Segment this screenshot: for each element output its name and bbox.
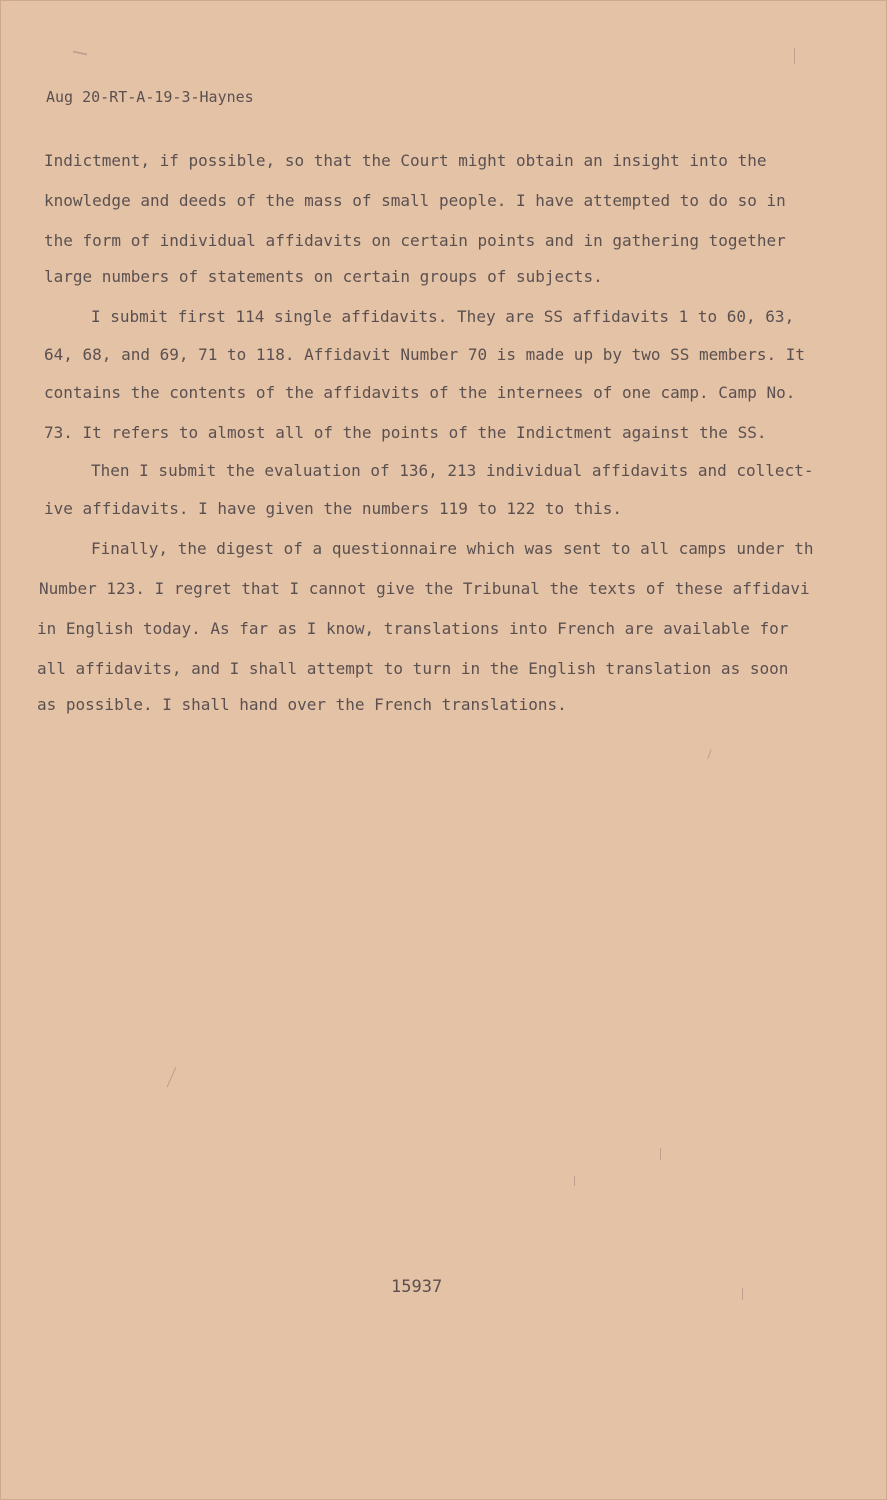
- body-line-3: the form of individual affidavits on certain points and in gathering together: [44, 231, 786, 250]
- paper-mark: [707, 749, 711, 759]
- body-line-11: Finally, the digest of a questionnaire which was sent to all camps under th: [91, 539, 814, 558]
- paper-mark: [742, 1288, 743, 1300]
- body-line-13: in English today. As far as I know, translations into French are available for: [37, 619, 789, 638]
- page-number: 15937: [391, 1277, 443, 1297]
- body-line-10: ive affidavits. I have given the numbers 119 to 122 to this.: [44, 499, 622, 518]
- paper-mark: [167, 1067, 177, 1088]
- body-line-4: large numbers of statements on certain groups of subjects.: [44, 267, 603, 286]
- body-line-12: Number 123. I regret that I cannot give the Tribunal the texts of these affidavi: [39, 579, 810, 598]
- body-line-1: Indictment, if possible, so that the Court might obtain an insight into the: [44, 151, 767, 170]
- paper-mark: [574, 1176, 575, 1186]
- body-line-14: all affidavits, and I shall attempt to turn in the English translation as soon: [37, 659, 789, 678]
- body-line-9: Then I submit the evaluation of 136, 213 individual affidavits and collect-: [91, 461, 814, 480]
- body-line-7: contains the contents of the affidavits of the internees of one camp. Camp No.: [44, 383, 796, 402]
- paper-mark: [660, 1148, 661, 1160]
- paper-mark: [73, 51, 87, 56]
- body-line-6: 64, 68, and 69, 71 to 118. Affidavit Number 70 is made up by two SS members. It: [44, 345, 805, 364]
- body-line-5: I submit first 114 single affidavits. They are SS affidavits 1 to 60, 63,: [91, 307, 795, 326]
- body-line-15: as possible. I shall hand over the French translations.: [37, 695, 567, 714]
- document-header: Aug 20-RT-A-19-3-Haynes: [46, 88, 254, 106]
- body-line-2: knowledge and deeds of the mass of small people. I have attempted to do so in: [44, 191, 786, 210]
- body-line-8: 73. It refers to almost all of the points of the Indictment against the SS.: [44, 423, 767, 442]
- paper-mark: [794, 48, 795, 64]
